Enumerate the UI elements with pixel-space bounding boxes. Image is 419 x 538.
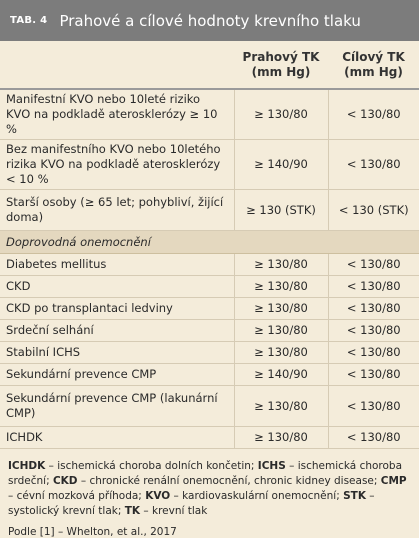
row-target: < 130 (STK) [328, 190, 419, 231]
row-target: < 130/80 [328, 427, 419, 449]
row-target: < 130/80 [328, 298, 419, 320]
row-target: < 130/80 [328, 364, 419, 386]
table-row [0, 89, 419, 140]
row-threshold: ≥ 130/80 [234, 254, 328, 276]
row-label: ICHDK [0, 427, 234, 449]
section-label: Doprovodná onemocnění [0, 231, 419, 254]
table-row [0, 298, 419, 320]
row-threshold: ≥ 140/90 [234, 364, 328, 386]
table-number: TAB. 4 [10, 15, 48, 26]
row-label: Sekundární prevence CMP [0, 364, 234, 386]
col-header-condition [0, 41, 234, 89]
source-citation: Podle [1] – Whelton, et al., 2017 [8, 526, 177, 538]
row-threshold: ≥ 130/80 [234, 342, 328, 364]
table-title: Prahové a cílové hodnoty krevního tlaku [59, 11, 361, 30]
row-label: Starší osoby (≥ 65 let; pohybliví, žijící doma) [0, 190, 234, 231]
section-row [0, 231, 419, 254]
row-label: Stabilní ICHS [0, 342, 234, 364]
col-header-threshold: Prahový TK (mm Hg) [234, 41, 328, 89]
row-label: Bez manifestního KVO nebo 10letého rizika KVO na podkladě aterosklerózy < 10 % [0, 140, 234, 190]
table-row [0, 190, 419, 231]
abbreviations-footnote: ICHDK – ischemická choroba dolních končetin; ICHS – ischemická choroba srdeční; CKD – chronické renální onemocnění, chronic kidney disease; CMP – cévní mozková příhoda; KVO – kardiovaskulární onemocnění; STK – systolický krevní tlak; TK – krevní tlak [8, 460, 407, 517]
abbr-desc: kardiovaskulární onemocnění; [182, 490, 340, 502]
abbr-term: ICHDK [8, 460, 46, 472]
row-label: Diabetes mellitus [0, 254, 234, 276]
row-label: Sekundární prevence CMP (lakunární CMP) [0, 386, 234, 427]
table-row [0, 427, 419, 449]
row-threshold: ≥ 130/80 [234, 320, 328, 342]
abbr-desc: ischemická choroba dolních končetin; [57, 460, 255, 472]
abbr-desc: chronické renální onemocnění, chronic kidney disease; [89, 475, 378, 487]
column-headers [0, 41, 419, 89]
table-row [0, 140, 419, 190]
abbr-desc: cévní mozková příhoda; [16, 490, 142, 502]
row-label: CKD [0, 276, 234, 298]
abbr-term: CMP [380, 475, 407, 487]
row-threshold: ≥ 130/80 [234, 89, 328, 140]
row-target: < 130/80 [328, 342, 419, 364]
row-threshold: ≥ 130/80 [234, 386, 328, 427]
table-header [0, 0, 419, 41]
row-target: < 130/80 [328, 89, 419, 140]
blood-pressure-table [0, 41, 419, 449]
row-target: < 130/80 [328, 254, 419, 276]
row-label: CKD po transplantaci ledviny [0, 298, 234, 320]
abbr-term: CKD [52, 475, 78, 487]
row-target: < 130/80 [328, 320, 419, 342]
row-label: Manifestní KVO nebo 10leté riziko KVO na podkladě aterosklerózy ≥ 10 % [0, 89, 234, 140]
row-label: Srdeční selhání [0, 320, 234, 342]
table-row [0, 364, 419, 386]
row-threshold: ≥ 130/80 [234, 298, 328, 320]
row-threshold: ≥ 130/80 [234, 276, 328, 298]
col-header-target: Cílový TK (mm Hg) [328, 41, 419, 89]
row-target: < 130/80 [328, 276, 419, 298]
abbr-desc: systolický krevní tlak; [8, 505, 122, 517]
abbr-desc: ischemická choroba srdeční; [8, 460, 403, 487]
table-row [0, 320, 419, 342]
table-row [0, 254, 419, 276]
abbr-term: TK [124, 505, 141, 517]
abbr-term: ICHS [257, 460, 286, 472]
table-row [0, 342, 419, 364]
row-target: < 130/80 [328, 386, 419, 427]
abbr-desc: krevní tlak [152, 505, 208, 517]
abbr-term: KVO [145, 490, 171, 502]
row-threshold: ≥ 130 (STK) [234, 190, 328, 231]
row-threshold: ≥ 130/80 [234, 427, 328, 449]
table-row [0, 276, 419, 298]
row-threshold: ≥ 140/90 [234, 140, 328, 190]
abbr-term: STK [343, 490, 366, 502]
row-target: < 130/80 [328, 140, 419, 190]
table-row [0, 386, 419, 427]
